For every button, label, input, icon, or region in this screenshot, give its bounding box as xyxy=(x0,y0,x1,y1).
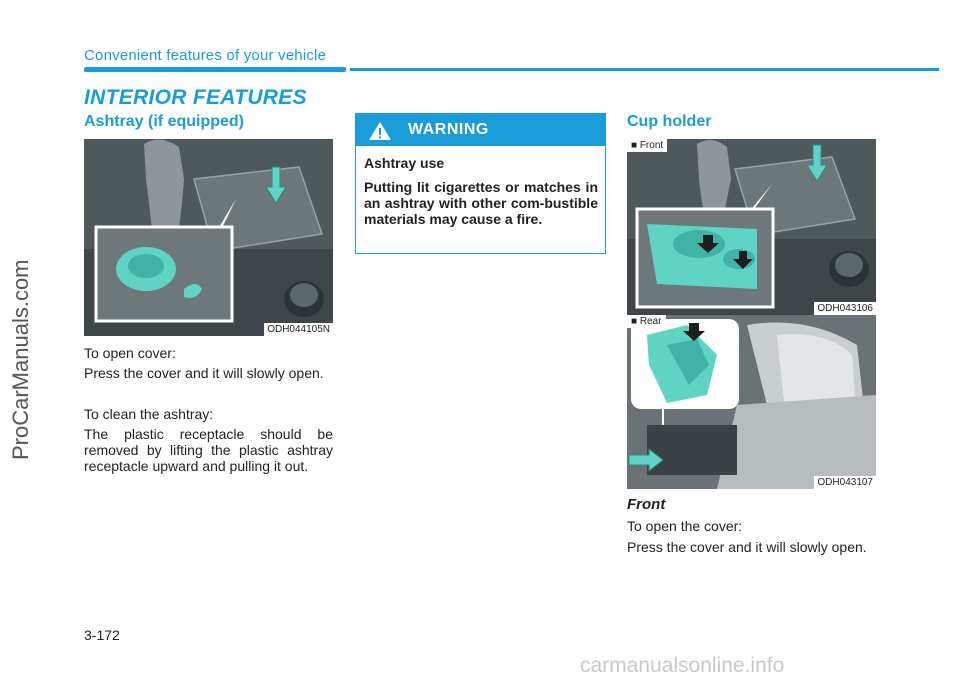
page-title: INTERIOR FEATURES xyxy=(84,86,307,109)
cup-holder-rear-illustration xyxy=(627,315,876,489)
cup-holder-rear-code: ODH043107 xyxy=(814,476,876,489)
cup-holder-rear-figure xyxy=(627,315,876,489)
footer-watermark: carmanualsonline.info xyxy=(580,654,785,677)
warning-text: Putting lit cigarettes or matches in an ashtray with other com-bustible materials may cause a fire. xyxy=(364,179,598,227)
warning-triangle-icon xyxy=(368,121,392,141)
warning-box xyxy=(355,113,606,254)
cup-holder-front-figure xyxy=(627,139,876,315)
cup-holder-front-illustration xyxy=(627,139,876,315)
ashtray-open-label: To open cover: xyxy=(84,345,176,361)
warning-subtitle: Ashtray use xyxy=(364,155,445,171)
warning-title: WARNING xyxy=(408,121,489,138)
warning-header xyxy=(356,114,605,146)
cup-holder-front-heading: Front xyxy=(627,496,666,513)
page-number: 3-172 xyxy=(84,627,120,643)
side-watermark: ProCarManuals.com xyxy=(8,259,33,460)
cup-holder-rear-tag: ■ Rear xyxy=(627,315,666,328)
cup-holder-open-label: To open the cover: xyxy=(627,518,743,534)
section-label: Convenient features of your vehicle xyxy=(84,47,327,64)
cup-holder-open-text: Press the cover and it will slowly open. xyxy=(627,539,867,555)
ashtray-figure-code: ODH044105N xyxy=(264,323,333,336)
header-rule-thick xyxy=(84,67,346,72)
cup-holder-heading: Cup holder xyxy=(627,113,712,130)
ashtray-open-text: Press the cover and it will slowly open. xyxy=(84,365,324,381)
cup-holder-front-tag: ■ Front xyxy=(627,139,667,152)
ashtray-clean-label: To clean the ashtray: xyxy=(84,406,214,422)
cup-holder-front-code: ODH043106 xyxy=(814,302,876,315)
ashtray-heading: Ashtray (if equipped) xyxy=(84,113,245,130)
ashtray-illustration xyxy=(84,139,333,336)
ashtray-clean-text: The plastic receptacle should be removed by lifting the plastic ashtray receptacle upward and pulling it out. xyxy=(84,426,333,474)
ashtray-figure xyxy=(84,139,333,336)
header-rule-thin xyxy=(350,68,939,71)
